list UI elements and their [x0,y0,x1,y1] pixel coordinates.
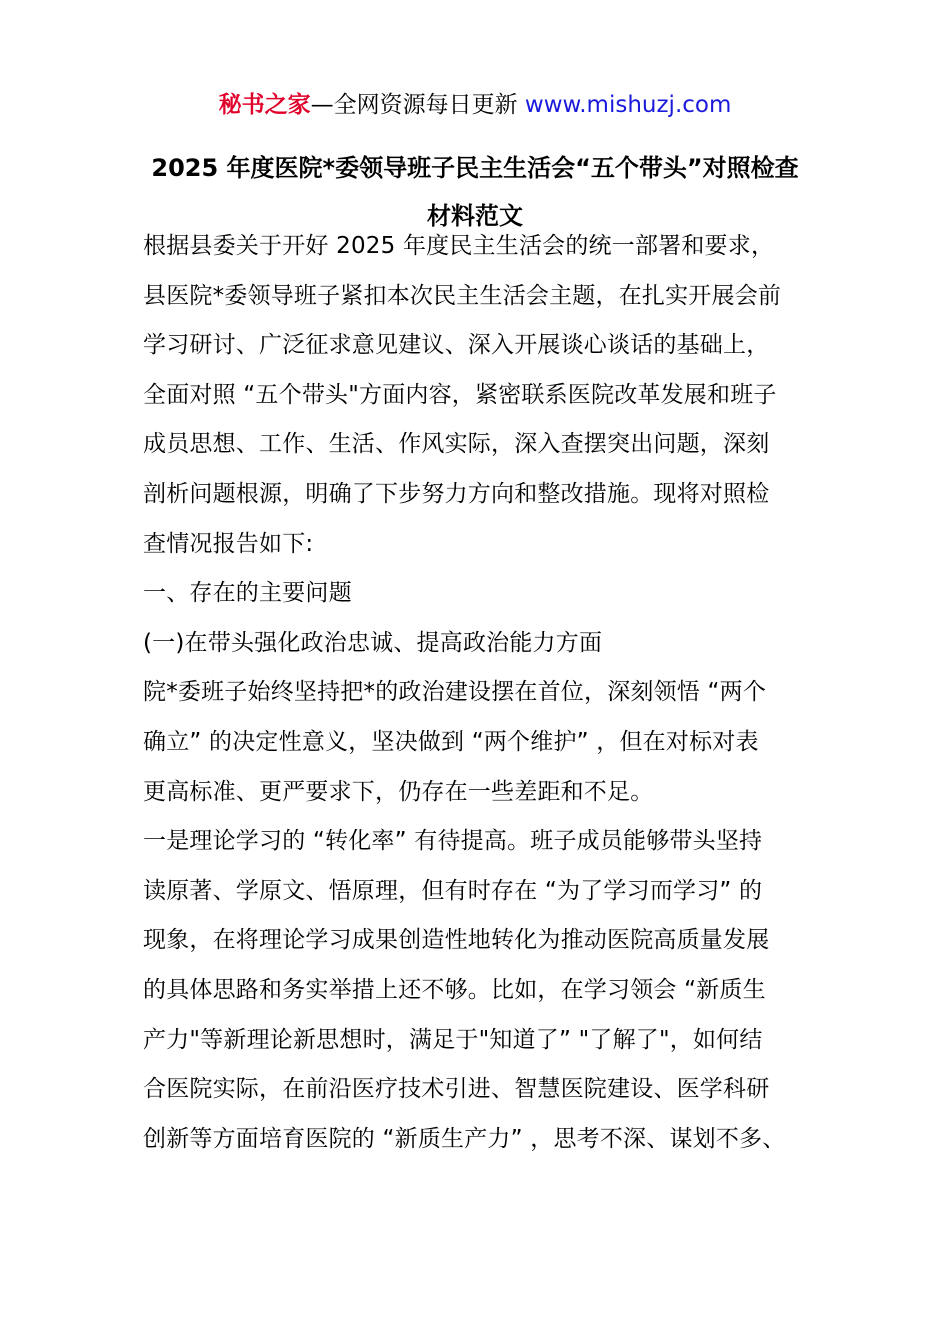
site-header [0,88,950,122]
body-line: 全面对照 “五个带头"方面内容，紧密联系医院改革发展和班子 [143,381,777,408]
body-line: 查情况报告如下: [143,530,314,557]
body-line: 现象，在将理论学习成果创造性地转化为推动医院高质量发展 [143,927,770,954]
body-line: 确立” 的决定性意义，坚决做到 “两个维护” ，但在对标对表 [143,728,759,755]
document-body [143,222,833,1164]
document-title-line-2: 材料范文 [427,202,523,230]
body-line: 更高标准、更严要求下，仍存在一些差距和不足。 [143,778,654,805]
body-line: 剖析问题根源，明确了下步努力方向和整改措施。现将对照检 [143,480,770,507]
site-tagline: —全网资源每日更新 [310,92,525,118]
body-line: 的具体思路和务实举措上还不够。比如，在学习领会 “新质生 [143,976,766,1003]
document-title-line-1: 2025 年度医院*委领导班子民主生活会“五个带头”对照检查 [151,154,799,182]
body-line: 一是理论学习的 “转化率” 有待提高。班子成员能够带头坚持 [143,828,763,855]
body-line: 创新等方面培育医院的 “新质生产力” ，思考不深、谋划不多、 [143,1125,786,1152]
subsection-heading: (一)在带头强化政治忠诚、提高政治能力方面 [143,629,603,656]
site-url-link[interactable]: www.mishuzj.com [524,92,732,118]
body-line: 读原著、学原文、悟原理，但有时存在 “为了学习而学习” 的 [143,877,763,904]
site-brand: 秘书之家 [218,92,311,118]
body-line: 产力"等新理论新思想时，满足于"知道了” "了解了"，如何结 [143,1026,763,1053]
body-line: 院*委班子始终坚持把*的政治建设摆在首位，深刻领悟 “两个 [143,679,767,706]
body-line: 根据县委关于开好 2025 年度民主生活会的统一部署和要求， [143,233,775,259]
body-line: 县医院*委领导班子紧扣本次民主生活会主题，在扎实开展会前 [143,282,782,309]
body-line: 合医院实际，在前沿医疗技术引进、智慧医院建设、医学科研 [143,1076,770,1103]
body-line: 成员思想、工作、生活、作风实际，深入查摆突出问题，深刻 [143,431,770,458]
body-line: 学习研讨、广泛征求意见建议、深入开展谈心谈话的基础上， [143,332,770,359]
section-heading: 一、存在的主要问题 [143,580,352,607]
